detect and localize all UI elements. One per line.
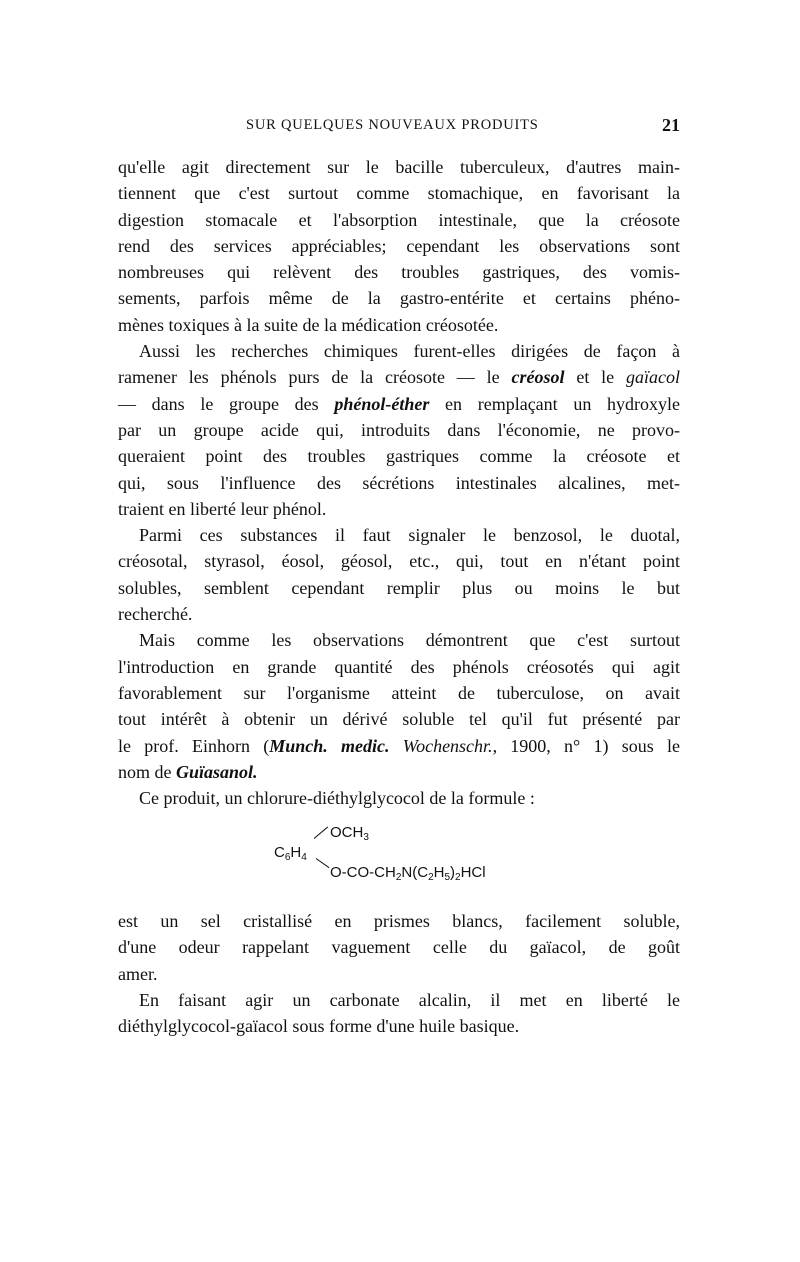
text-line: qui, sous l'influence des sécrétions intestinales alcalines, met- <box>118 472 680 493</box>
running-title: SUR QUELQUES NOUVEAUX PRODUITS <box>246 117 539 133</box>
ref-journal: Munch. medic. <box>269 735 390 756</box>
text-line <box>118 759 680 785</box>
text-line <box>118 733 680 759</box>
formula-base: $C_6H_4$ <box>274 844 307 863</box>
text-line: recherché. <box>118 604 193 625</box>
text-line: rend des services appréciables; cependant les observations sont <box>118 235 680 256</box>
text-line: nombreuses qui relèvent des troubles gastriques, des vomis- <box>118 262 680 283</box>
text-fragment: en remplaçant un hydroxyle <box>429 393 681 414</box>
term-guiasanol: Guïasanol. <box>176 761 258 782</box>
term-gaiacol: gaïacol <box>626 367 680 388</box>
bond-line-bottom <box>316 858 330 868</box>
body-text <box>118 154 680 811</box>
text-line: amer. <box>118 963 158 984</box>
text-line: sements, parfois même de la gastro-entérite et certains phéno- <box>118 288 680 309</box>
text-line: Parmi ces substances il faut signaler le benzosol, le duotal, <box>139 525 680 546</box>
text-line: tiennent que c'est surtout comme stomachique, en favorisant la <box>118 183 680 204</box>
text-line: digestion stomacale et l'absorption intestinale, que la créosote <box>118 209 680 230</box>
term-phenol-ether: phénol-éther <box>334 393 430 414</box>
text-line <box>118 364 680 390</box>
text-line: solubles, semblent cependant remplir plus ou moins le but <box>118 577 680 598</box>
text-fragment: nom de <box>118 761 172 782</box>
text-line: mènes toxiques à la suite de la médication créosotée. <box>118 314 499 335</box>
text-line: En faisant agir un carbonate alcalin, il met en liberté le <box>139 989 680 1010</box>
text-line <box>118 391 680 417</box>
text-line: diéthylglycocol-gaïacol sous forme d'une huile basique. <box>118 1016 520 1037</box>
text-line: favorablement sur l'organisme atteint de tuberculose, on avait <box>118 682 680 703</box>
formula-substituent-top: $OCH_3$ <box>330 824 369 843</box>
text-fragment: — dans le groupe des <box>118 393 319 414</box>
page-number: 21 <box>662 115 680 135</box>
formula-substituent-bottom: $O-CO-CH_2N(C_2H_5)_2HCl$ <box>330 864 486 883</box>
text-line: par un groupe acide qui, introduits dans l'économie, ne provo- <box>118 419 680 440</box>
text-fragment: et le <box>564 367 626 388</box>
text-line: queraient point des troubles gastriques comme la créosote et <box>118 446 680 467</box>
running-head <box>118 117 680 139</box>
text-line: qu'elle agit directement sur le bacille tuberculeux, d'autres main- <box>118 157 680 177</box>
text-line: d'une odeur rappelant vaguement celle du gaïacol, de goût <box>118 937 680 958</box>
text-line: Ce produit, un chlorure-diéthylglycocol de la formule : <box>139 788 535 809</box>
text-line: est un sel cristallisé en prismes blancs, facilement soluble, <box>118 911 680 931</box>
text-line: l'introduction en grande quantité des phénols créosotés qui agit <box>118 656 680 677</box>
text-line: tout intérêt à obtenir un dérivé soluble tel qu'il fut présenté par <box>118 709 680 730</box>
text-line: créosotal, styrasol, éosol, géosol, etc., qui, tout en n'étant point <box>118 551 680 572</box>
text-line: traient en liberté leur phénol. <box>118 498 327 519</box>
bond-line-top <box>314 827 328 839</box>
text-line: Mais comme les observations démontrent que c'est surtout <box>139 630 680 651</box>
text-fragment: ramener les phénols purs de la créosote — le <box>118 367 500 388</box>
text-line: Aussi les recherches chimiques furent-elles dirigées de façon à <box>139 341 680 362</box>
ref-journal-2: Wochenschr. <box>402 735 493 756</box>
text-fragment: le prof. Einhorn ( <box>118 735 270 756</box>
chemical-formula <box>270 818 570 888</box>
body-text-after-formula <box>118 908 680 1039</box>
text-fragment: , 1900, n° 1) sous le <box>492 735 680 756</box>
term-creosol: créosol <box>511 367 565 388</box>
